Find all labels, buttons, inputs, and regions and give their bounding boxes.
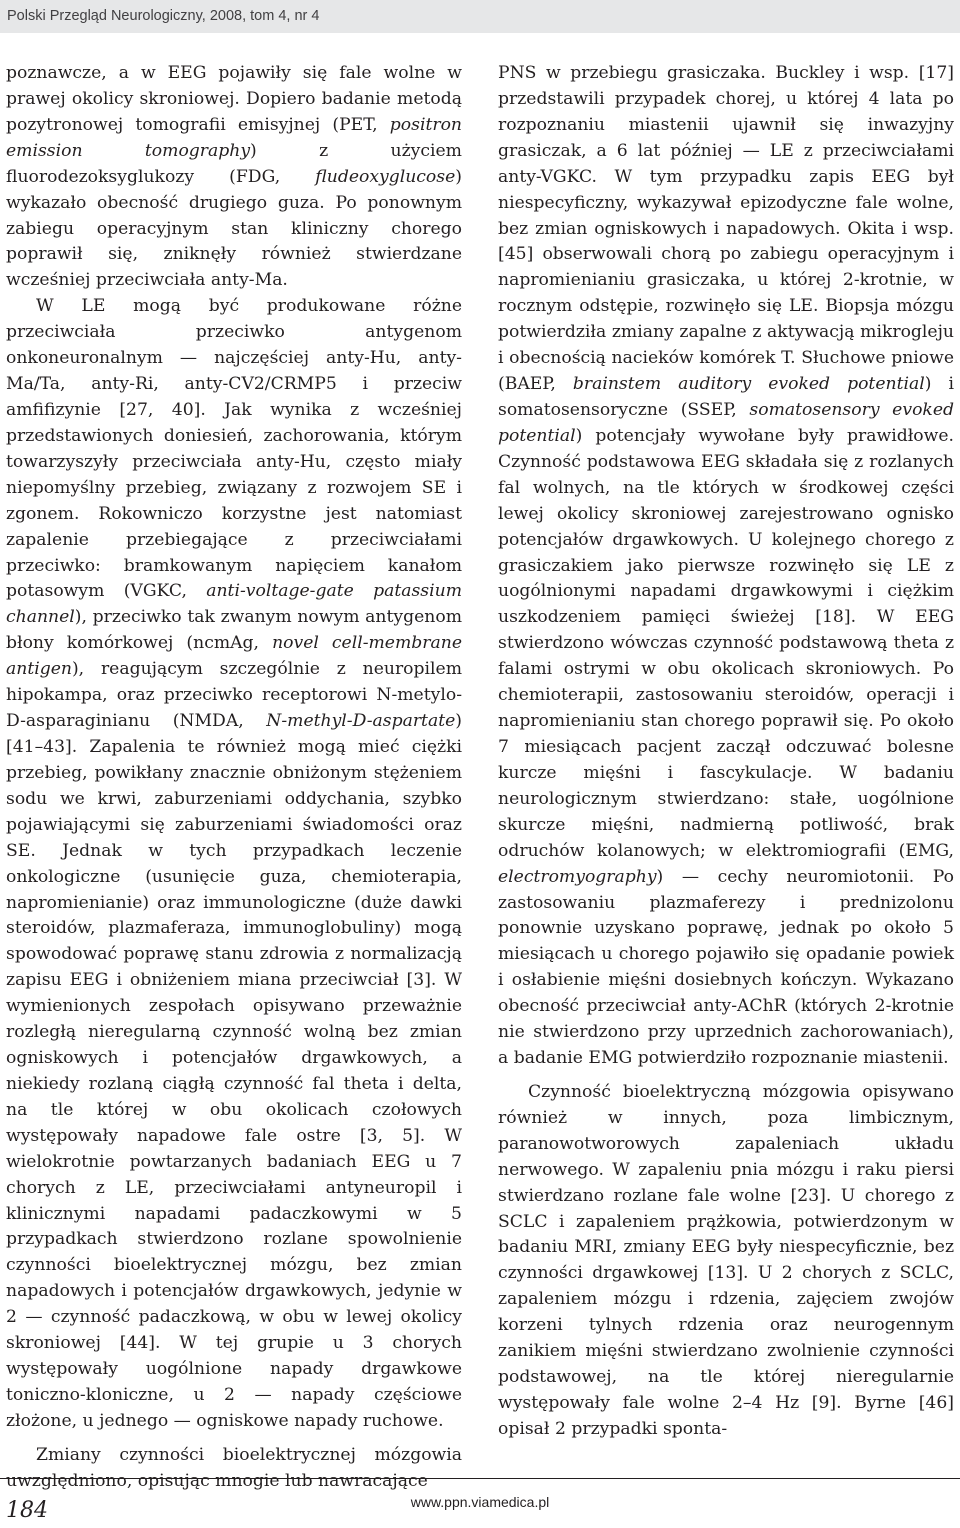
text-run: PNS w przebiegu grasiczaka. Buckley i wsp. [17] przedstawili przypadek chorej, u której 4 lata po rozpoznaniu miastenii ujawnił się inwazyjny grasiczak, a 6 lat później — LE z przeciwciałami anty-VGKC. W tym przypadku zapis EEG był niespecyficzny, wykazywał epizodyczne fale wolne, bez zmian ogniskowych i napadowych. Okita i wsp. [45] obserwowali chorą po zabiegu operacyjnym i napromienianiu grasiczaka, u której 2-krotnie, w rocznym odstępie, rozwinęło się LE. Biopsja mózgu potwierdziła zmiany zapalne z aktywacją mikrogleju i obecnością nacieków komórek T. Słuchowe pniowe (BAEP, [498, 63, 954, 395]
text-run: ) i somatosensoryczne (SSEP, [498, 374, 954, 420]
text-run: ) potencjały wywołane były prawidłowe. Czynność podstawowa EEG składała się z rozlanych fal wolnych, na tle których w środkowej części lewej okolicy skroniowej zarejestrowano ognisko potencjałów drgawkowych. U kolejnego chorego z grasiczakiem jako pierwsze rozwinęło się LE z uogólnionymi napadami drgawkowymi i ciężkim uszkodzeniem pamięci świeżej [18]. W EEG stwierdzono wówczas czynność podstawową theta z falami ostrymi w obu okolicach skroniowych. Po chemioterapii, zastosowaniu steroidów, operacji i napromienianiu stan chorego poprawił się. Po około 7 miesiącach pacjent zaczął odczuwać bolesne kurcze mięśni i fascykulacje. W badaniu neurologicznym stwierdzano: stałe, uogólnione skurcze mięśni, nadmierną potliwość, brak odruchów kolanowych; w elektromiografii (EMG, [498, 425, 954, 861]
journal-title: Polski Przegląd Neurologiczny, 2008, tom 4, nr 4 [7, 8, 320, 24]
text-run: ) — cechy neuromiotonii. Po zastosowaniu plazmaferezy i prednizolonu ponownie uzyskano poprawę, jednak po około 5 miesiącach u chorego pojawiło się opadanie powiek i osłabienie mięśni dosiebnych kończyn. Wykazano obecność przeciwciał anty-AChR (których 2-krotnie nie stwierdzono przy uprzednich zachorowaniach), a badanie EMG potwierdziło rozpoznanie miastenii. [498, 866, 954, 1069]
italic-term: novel cell-membrane antigen [6, 633, 462, 680]
journal-url: www.ppn.viamedica.pl [410, 1494, 550, 1510]
italic-term: fludeoxyglucose [315, 166, 456, 187]
italic-term: positron emission tomography [6, 114, 462, 161]
text-run: ), przeciwko tak zwanym nowym antygenom błony komórkowej (ncmAg, [6, 607, 462, 654]
text-run: ), reagującym szczególnie z neuropilem hipokampa, oraz przeciwko receptorowi N-metylo-D-asparaginianu (NMDA, [6, 659, 462, 732]
text-run: Czynność bioelektryczną mózgowia opisywano również w innych, poza limbicznym, paranowotworowych zapaleniach układu nerwowego. W zapaleniu pnia mózgu i raku piersi stwierdzano rozlane fale wolne [23]. U chorego z SCLC i zapaleniem prążkowia, potwierdzonym w badaniu MRI, zmiany EEG były niespecyficznie, bez czynności drgawkowej [13]. U 2 chorych z SCLC, zapaleniem mózgu i rdzenia, zajęciem zwojów korzeni tylnych rdzenia oraz neurogennym zanikiem mięśni stwierdzano zwolnienie czynności podstawowej, na tle której nieregularnie występowały fale wolne 2–4 Hz [9]. Byrne [46] opisał 2 przypadki sponta- [498, 1081, 954, 1439]
paragraph [6, 1443, 462, 1495]
text-run: ) [41–43]. Zapalenia te również mogą mieć ciężki przebieg, powikłany znacznie obniżonym stężeniem sodu we krwi, zaburzeniami oddychania, szybko pojawiającymi się zaburzeniami świadomości oraz SE. Jednak w tych przypadkach leczenie onkologiczne (usunięcie guza, chemioterapia, napromienianie) oraz immunologiczne (duże dawki steroidów, plazmaferaza, immunoglobuliny) mogą spowodować poprawę stanu zdrowia z normalizacją zapisu EEG i obniżeniem miana przeciwciał [3]. W wymienionych zespołach opisywano przeważnie rozległą nieregularną czynność wolną bez zmian ogniskowych i potencjałów drgawkowych, a niekiedy rozlaną ciągłą czynność fal theta i delta, na tle której w obu okolicach czołowych występowały napadowe fale ostre [3, 5]. W wielokrotnie powtarzanych badaniach EEG u 7 chorych z LE, przeciwciałami antyneuropil i klinicznymi napadami padaczkowymi w 5 przypadkach stwierdzono rozlane spowolnienie czynności bioelektrycznej mózgu, bez zmian napadowych i potencjałów drgawkowych, jedynie w 2 — czynność padaczkową, w obu w lewej okolicy skroniowej [44]. W tej grupie u 3 chorych występowały uogólnione napady drgawkowe toniczno-kloniczne, u 2 — napady częściowe złożone, u jednego — ogniskowe napady ruchowe. [6, 711, 462, 1431]
paragraph [498, 1080, 954, 1443]
text-run: poznawcze, a w EEG pojawiły się fale wolne w prawej okolicy skroniowej. Dopiero badanie metodą pozytronowej tomografii emisyjnej (PET, [6, 63, 462, 135]
italic-term: brainstem auditory evoked potential [572, 374, 925, 395]
text-run: Zmiany czynności bioelektrycznej mózgowia uwzględniono, opisując mnogie lub nawracające [6, 1444, 462, 1491]
journal-header [0, 0, 960, 33]
page-number: 184 [6, 1498, 48, 1523]
italic-term: somatosensory evoked potential [498, 399, 955, 446]
text-run: ) z użyciem fluorodezoksyglukozy (FDG, [6, 140, 462, 187]
paragraph [6, 294, 462, 1435]
text-run: ) wykazało obecność drugiego guza. Po ponownym zabiegu operacyjnym stan kliniczny chorego poprawił się, zniknęły również stwierdzane wcześniej przeciwciała anty-Ma. [6, 166, 462, 291]
text-run: W LE mogą być produkowane różne przeciwciała przeciwko antygenom onkoneuronalnym — najczęściej anty-Hu, anty-Ma/Ta, anty-Ri, anty-CV2/CRMP5 i przeciw amfifizynie [27, 40]. Jak wynika z wcześniej przedstawionych doniesień, zachorowania, którym towarzyszyły przeciwciała anty-Hu, często miały niepomyślny przebieg, związany z rozwojem SE i zgonem. Rokowniczo korzystne jest natomiast zapalenie przebiegające z przeciwciałami przeciwko: bramkowanym napięciem kanałom potasowym (VGKC, [6, 296, 462, 602]
paragraph [498, 61, 954, 1072]
footer-rule [0, 1478, 960, 1479]
italic-term: anti-voltage-gate patassium channel [6, 581, 462, 628]
left-column [6, 61, 462, 1495]
italic-term: electromyography [498, 866, 657, 887]
italic-term: N-methyl-D-aspartate [266, 711, 456, 732]
right-column [498, 61, 954, 1443]
paragraph [6, 61, 462, 294]
